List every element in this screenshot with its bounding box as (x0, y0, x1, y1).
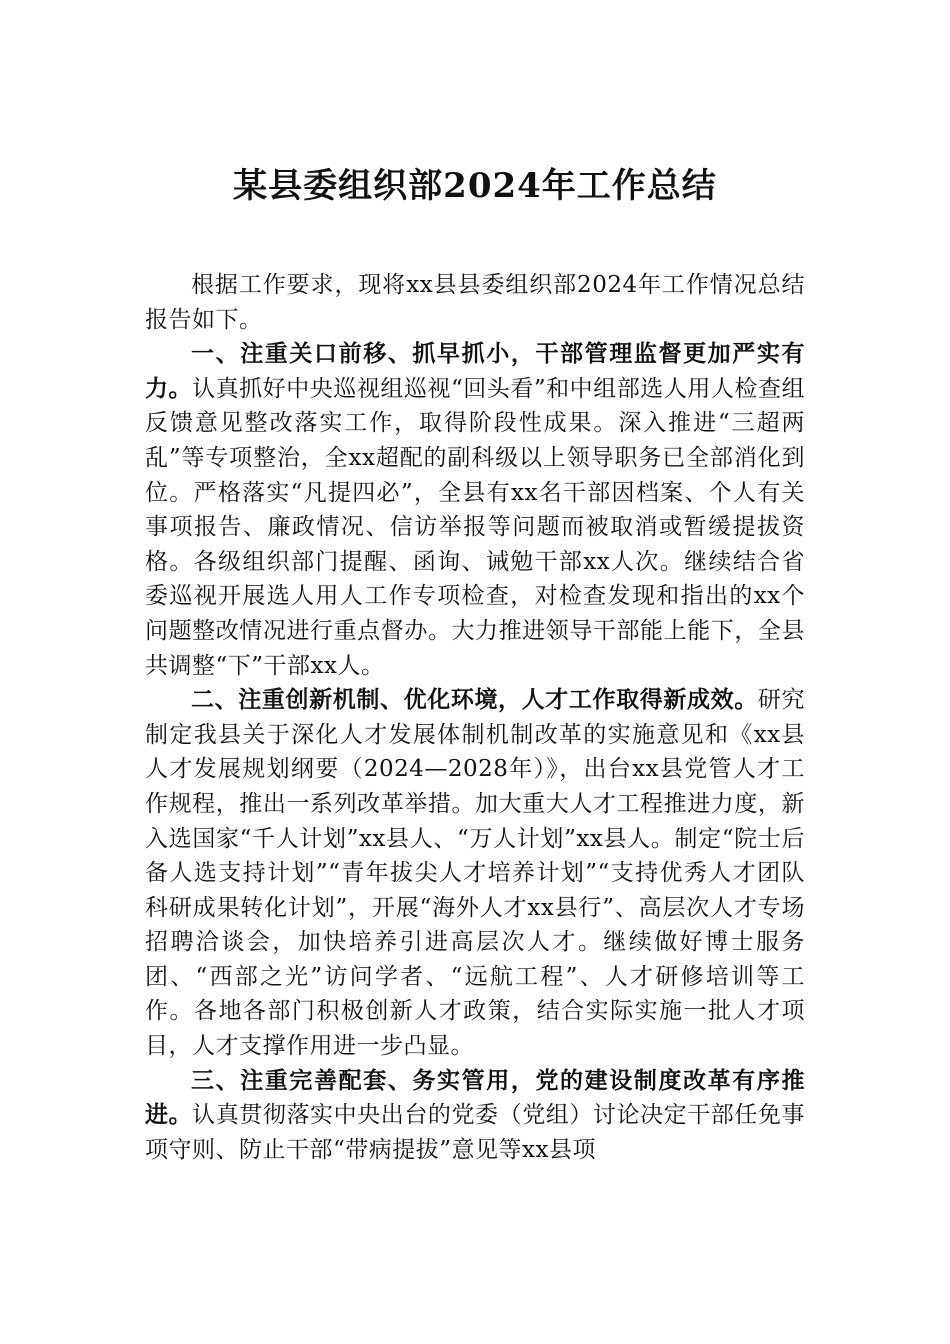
section-2-paragraph (145, 683, 805, 1064)
intro-paragraph: 根据工作要求，现将xx县县委组织部2024年工作情况总结报告如下。 (145, 272, 805, 333)
section-1-body: 认真抓好中央巡视组巡视“回头看”和中组部选人用人检查组反馈意见整改落实工作，取得阶段性成果。深入推进“三超两乱”等专项整治，全xx超配的副科级以上领导职务已全部消化到位。严格落实“凡提四必”，全县有xx名干部因档案、个人有关事项报告、廉政情况、信访举报等问题而被取消或暂缓提拔资格。各级组织部门提醒、函询、诫勉干部xx人次。继续结合省委巡视开展选人用人工作专项检查，对检查发现和指出的xx个问题整改情况进行重点督办。大力推进领导干部能上能下，全县共调整“下”干部xx人。 (145, 375, 805, 679)
section-1-paragraph (145, 337, 805, 683)
document-title: 某县委组织部2024年工作总结 (233, 166, 717, 206)
document-page (145, 160, 805, 1167)
section-2-body: 研究制定我县关于深化人才发展体制机制改革的实施意见和《xx县人才发展规划纲要（2024—2028年）》，出台xx县党管人才工作规程，推出一系列改革举措。加大重大人才工程推进力度，新入选国家“千人计划”xx县人、“万人计划”xx县人。制定“院士后备人选支持计划”“青年拔尖人才培养计划”“支持优秀人才团队科研成果转化计划”，开展“海外人才xx县行”、高层次人才专场招聘洽谈会，加快培养引进高层次人才。继续做好博士服务团、“西部之光”访问学者、“远航工程”、人才研修培训等工作。各地各部门积极创新人才政策，结合实际实施一批人才项目，人才支撑作用进一步凸显。 (145, 687, 806, 1060)
section-3-heading: 三、注重完善配套、务实管用，党的建设制度改革有序推进。 (145, 1066, 805, 1129)
section-2-heading: 二、注重创新机制、优化环境，人才工作取得新成效。 (191, 686, 758, 714)
section-1-heading: 一、注重关口前移、抓早抓小，干部管理监督更加严实有力。 (145, 340, 805, 402)
section-3-body: 认真贯彻落实中央出台的党委（党组）讨论决定干部任免事项守则、防止干部“带病提拔”意见等xx县项 (145, 1102, 806, 1163)
section-3-paragraph (145, 1064, 805, 1168)
